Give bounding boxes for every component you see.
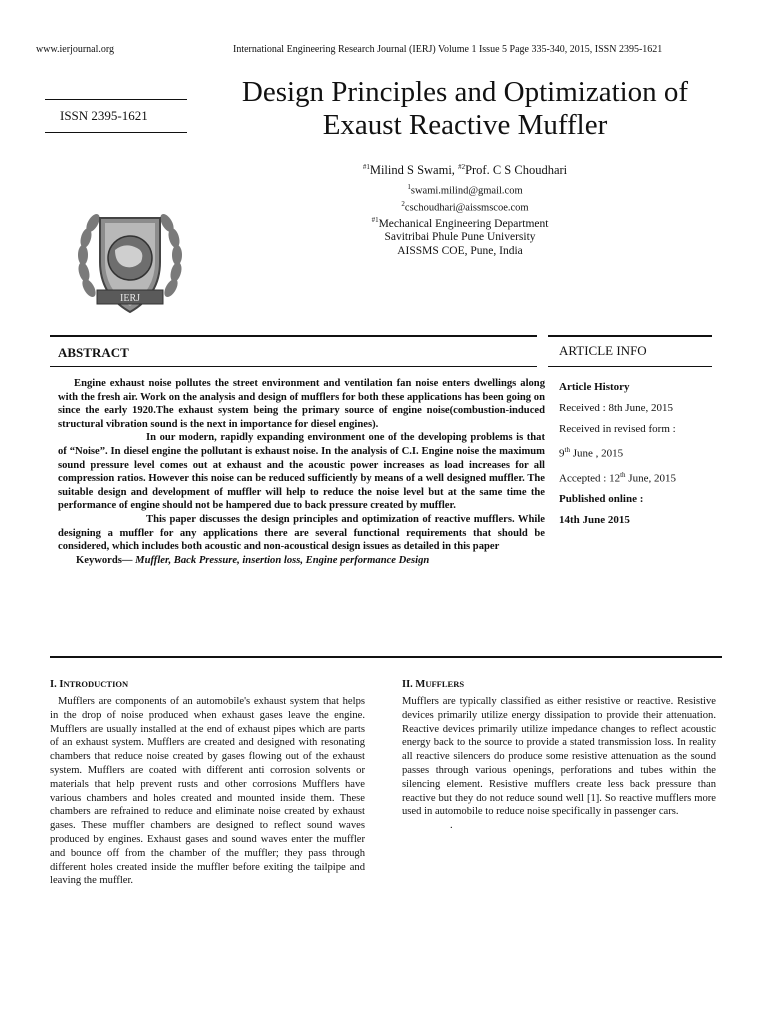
ierj-logo bbox=[75, 200, 185, 320]
laurel-shield-icon bbox=[75, 200, 185, 320]
accepted-date: Accepted : 12th June, 2015 bbox=[559, 470, 676, 485]
author1-name: Milind S Swami, bbox=[369, 163, 459, 178]
mufflers-dot: . bbox=[450, 820, 453, 832]
published-label: Published online : bbox=[559, 493, 644, 506]
author2-sup: #2 bbox=[458, 163, 466, 171]
author2-name: Prof. C S Choudhari bbox=[465, 163, 568, 178]
keywords-values: Muffler, Back Pressure, insertion loss, Engine performance Design bbox=[132, 554, 430, 566]
keywords-label: Keywords— bbox=[76, 554, 133, 566]
author1-sup: #1 bbox=[362, 163, 370, 171]
article-info bbox=[559, 377, 729, 531]
info-rule-bottom bbox=[548, 366, 712, 367]
affil-college: AISSMS COE, Pune, India bbox=[397, 244, 523, 257]
body-divider bbox=[50, 656, 722, 658]
email2-sup: 2 bbox=[401, 199, 405, 208]
issn-label: ISSN 2395-1621 bbox=[60, 108, 148, 123]
abstract-body bbox=[58, 377, 545, 567]
logo-text: IERJ bbox=[120, 293, 140, 304]
abstract-heading: ABSTRACT bbox=[58, 345, 129, 360]
issn-rule-bottom bbox=[45, 132, 187, 133]
revised-date: 9th June , 2015 bbox=[559, 446, 624, 460]
received-date: Received : 8th June, 2015 bbox=[559, 402, 673, 414]
affil-university: Savitribai Phule Pune University bbox=[384, 231, 536, 244]
title-line-2: Exaust Reactive Muffler bbox=[322, 109, 608, 141]
abstract-paragraph-1: Engine exhaust noise pollutes the street environment and ventilation fan noise enters dwellings along with the fresh air. Work on the analysis and design of mufflers for both these applications has been going on since the early 1920.The exhaust system being the primary source of engine noise(combustion-induced structural vibration sound is the next in importance for diesel engines). bbox=[58, 378, 545, 430]
abstract-rule-top bbox=[50, 335, 537, 337]
article-info-heading: ARTICLE INFO bbox=[559, 343, 647, 358]
affil-sup: #1 bbox=[371, 216, 379, 224]
email2[interactable]: cschoudhari@aissmscoe.com bbox=[404, 202, 529, 214]
authors bbox=[300, 160, 630, 214]
mufflers-heading: II. MUFFLERS bbox=[402, 679, 465, 690]
affiliation bbox=[330, 214, 590, 258]
abstract-rule-bottom bbox=[50, 366, 537, 367]
info-rule-top bbox=[548, 335, 712, 337]
abstract-paragraph-2: In our modern, rapidly expanding environment one of the developing problems is that of “Noise”. In diesel engine the pollutant is exhaust noise. In the analysis of C.I. Engine noise the maximum sound pressure level comes out at exhaust and the acoustic power increases as load increases for all compression ratios. However this noise can be reduced sufficiently by means of a well designed muffler. The suitable design and development of muffler will help to reduce the noise level but at the same time the performance of engine should not be hampered due to back pressure created by muffler. bbox=[58, 432, 545, 512]
affil-dept: Mechanical Engineering Department bbox=[378, 217, 549, 230]
mufflers-column bbox=[402, 695, 716, 833]
intro-paragraph: Mufflers are components of an automobile's exhaust system that helps in the drop of noise produced when exhaust gases leave the engine. Mufflers are usually installed at the end of exhaust pipes which are parts of an exhaust system. Mufflers are created and designed with resonating chambers that reduce noise created by gases flowing out of the exhaust system. Mufflers are coated with different anti corrosion solvents or materials that help prevent rusts and other corrosions Mufflers have various chambers and holes created and mounted inside them. These chambers are refrained to reduce and eliminate noise created by exhaust gases. These muffler chambers are designed to reflect sound waves produced by engines. Exhaust gases and sound waves enter the muffler and bounce off from the chamber of the muffler; they pass through different holes created inside the muffler before exiting the tailpipe and leaving the muffler. bbox=[50, 696, 365, 887]
published-date: 14th June 2015 bbox=[559, 514, 630, 527]
title-line-1: Design Principles and Optimization of bbox=[241, 76, 689, 108]
revised-label: Received in revised form : bbox=[559, 423, 676, 435]
journal-info: International Engineering Research Journal (IERJ) Volume 1 Issue 5 Page 335-340, 2015, ISSN 2395-1621 bbox=[233, 44, 663, 55]
email1[interactable]: swami.milind@gmail.com bbox=[410, 185, 523, 197]
intro-heading: I. INTRODUCTION bbox=[50, 679, 129, 690]
paper-title bbox=[210, 76, 720, 142]
email1-sup: 1 bbox=[407, 183, 411, 192]
keywords-line bbox=[58, 554, 545, 568]
issn-rule-top bbox=[45, 99, 187, 100]
article-history-label: Article History bbox=[559, 381, 630, 393]
website-url[interactable]: www.ierjournal.org bbox=[36, 44, 115, 55]
intro-column bbox=[50, 695, 365, 888]
abstract-paragraph-3: This paper discusses the design principles and optimization of reactive mufflers. While designing a muffler for any applications there are several functional requirements that should be considered, which includes both acoustic and non-acoustical design issues as detailed in this paper bbox=[58, 513, 545, 553]
mufflers-paragraph: Mufflers are typically classified as either resistive or reactive. Resistive devices primarily utilize energy dissipation to provide their attenuation. Reactive devices primarily utilize impedance changes to reflect acoustic energy back to the source to provide a stated transmission loss. In reality all reactive silencers do produce some resistive attenuation as the sound passes through various openings, perforations and tubes within the silencing element. Resistive mufflers create less back pressure than reactive but they do not reduce sound well [1]. So reactive mufflers more used in automobile to reduce noise specifically in passenger cars. bbox=[402, 696, 716, 818]
